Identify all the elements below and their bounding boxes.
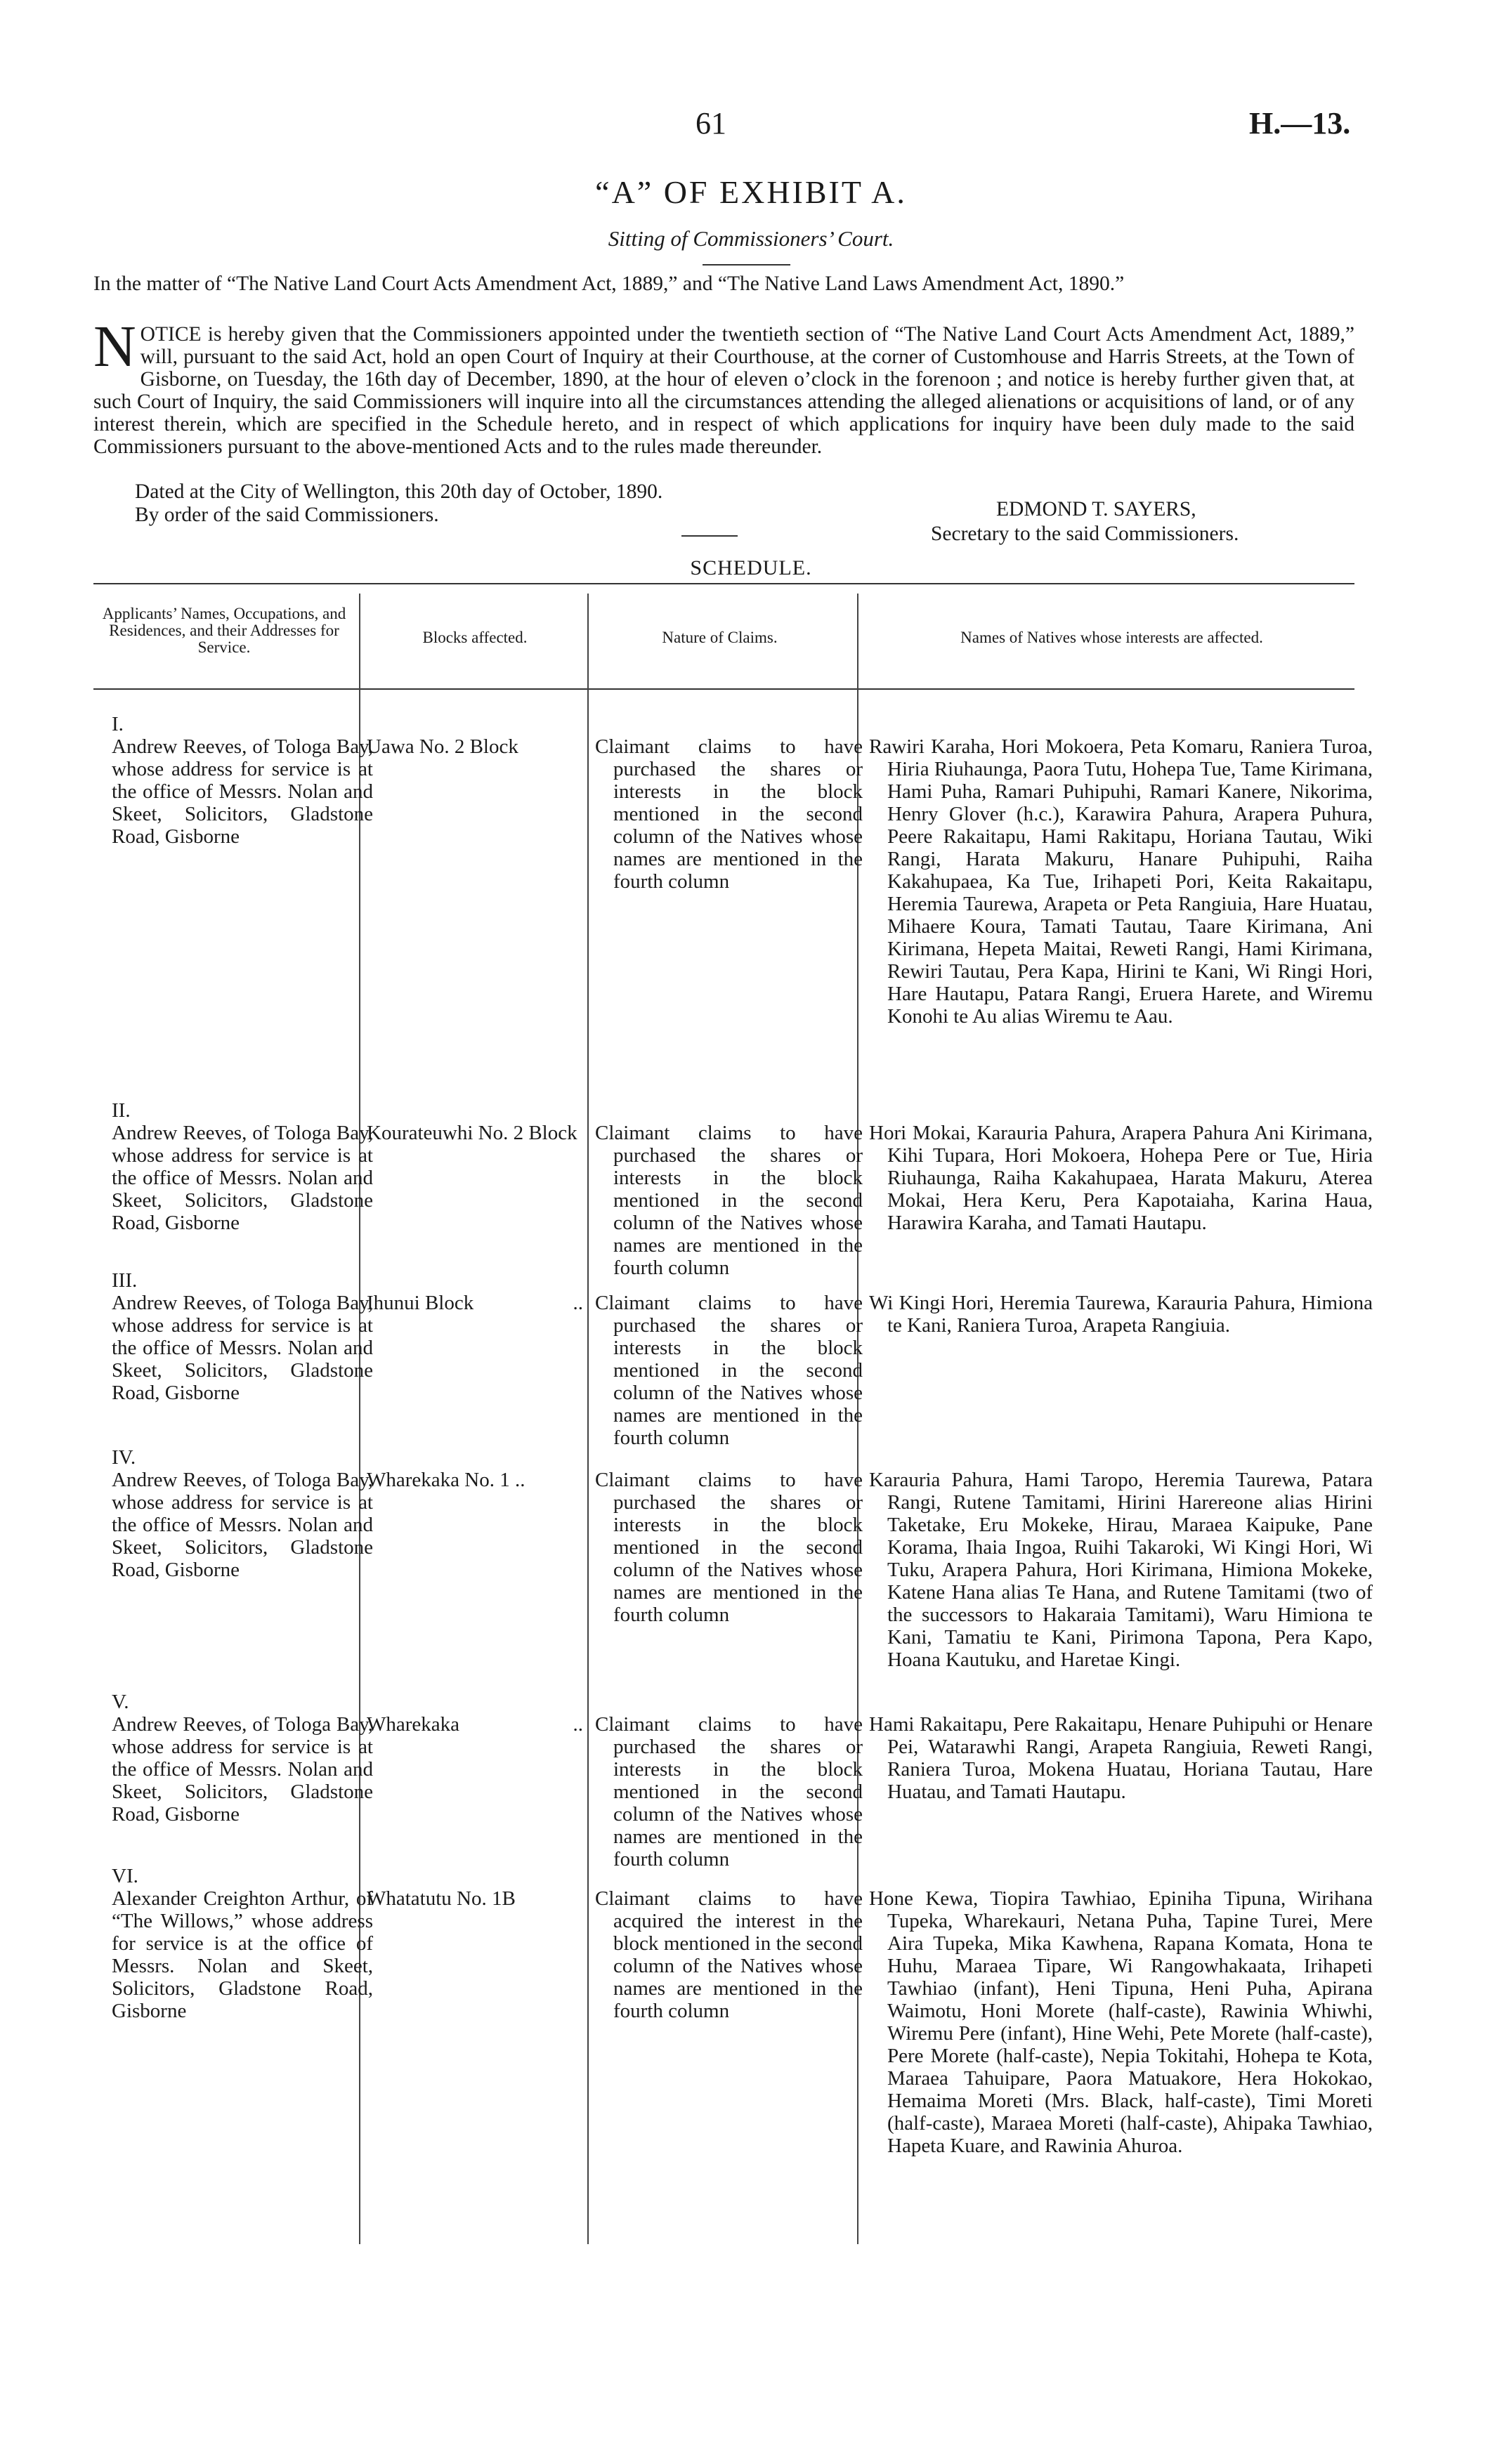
block-name: Wharekaka <box>367 1713 460 1736</box>
table-row <box>93 713 373 848</box>
signatory-name: EDMOND T. SAYERS, <box>996 498 1196 520</box>
natives-cell: Wi Kingi Hori, Heremia Taurewa, Karauria Pahura, Himiona te Kani, Raniera Turoa, Arapeta Rangiuia. <box>869 1292 1373 1337</box>
block-cell: Uawa No. 2 Block <box>367 735 518 758</box>
table-row <box>93 1269 373 1404</box>
row-numeral: IV. <box>112 1446 136 1469</box>
table-row <box>93 1446 373 1581</box>
block-cell <box>367 1713 583 1736</box>
leader-dots: .. <box>573 1713 583 1736</box>
claim-cell: Claimant claims to have purchased the shares or interests in the block mentioned in the second column of the Natives whose names are mentioned in the fourth column <box>595 1122 863 1279</box>
table-row <box>93 1691 373 1826</box>
column-header-natives: Names of Natives whose interests are affected. <box>960 629 1263 646</box>
notice-body: OTICE is hereby given that the Commissioners appointed under the twentieth section of “The Native Land Court Acts Amendment Act, 1889,” will, pursuant to the said Act, hold an open Court of Inquiry at their Courthouse, at the corner of Customhouse and Harris Streets, at the Town of Gisborne, on Tuesday, the 16th day of December, 1890, at the hour of eleven o’clock in the forenoon ; and notice is hereby further given that, at such Court of Inquiry, the said Commissioners will inquire into all the circumstances attending the alleged alienations or acquisitions of land, or of any interest therein, which are specified in the Schedule hereto, and in respect of which applications for inquiry have been duly made to the said Commissioners pursuant to the above-mentioned Acts and to the rules made thereunder. <box>93 323 1354 458</box>
claim-cell: Claimant claims to have acquired the interest in the block mentioned in the second column of the Natives whose names are mentioned in the fourth column <box>595 1887 863 2022</box>
column-header-applicants: Applicants’ Names, Occupations, and Residences, and their Addresses for Service. <box>102 605 346 656</box>
table-top-rule <box>93 583 1354 584</box>
block-cell: Wharekaka No. 1 .. <box>367 1469 525 1491</box>
row-numeral: VI. <box>112 1865 138 1887</box>
signatory-title: Secretary to the said Commissioners. <box>931 523 1239 545</box>
table-row <box>93 1865 373 2022</box>
page-subtitle: Sitting of Commissioners’ Court. <box>608 226 894 251</box>
natives-cell: Rawiri Karaha, Hori Mokoera, Peta Komaru, Raniera Turoa, Hiria Riuhaunga, Paora Tutu, Hohepa Tue, Tame Kirimana, Hami Puha, Ramari Puhipuhi, Ramari Kanere, Nikorima, Henry Glover (h.c.), Karawira Pahura, Arapera Puhura, Peere Rakaitapu, Hami Rakitapu, Horiana Tautau, Wiki Rangi, Harata Makuru, Hanare Puhipuhi, Raiha Kakahupaea, Ka Tue, Irihapeti Pori, Keita Rakaitapu, Heremia Taurewa, Arapeta or Peta Rangiuia, Hare Huatau, Mihaere Koura, Tamati Tautau, Taare Kirimana, Ani Kirimana, Hepeta Maitai, Reweti Rangi, Hami Kirimana, Rewiri Tautau, Pera Kapa, Hirini te Kani, Wi Ringi Hori, Hare Hautapu, Patara Rangi, Eruera Harete, and Wiremu Konohi te Au alias Wiremu te Aau. <box>869 735 1373 1028</box>
column-divider <box>587 594 589 2244</box>
row-numeral: V. <box>112 1691 129 1713</box>
claim-cell: Claimant claims to have purchased the shares or interests in the block mentioned in the second column of the Natives whose names are mentioned in the fourth column <box>595 1713 863 1870</box>
block-name: Ihunui Block <box>367 1292 474 1314</box>
by-order-line: By order of the said Commissioners. <box>135 504 439 526</box>
block-cell: Whatatutu No. 1B <box>367 1887 516 1910</box>
applicant-cell: Andrew Reeves, of Tologa Bay, whose address for service is at the office of Messrs. Nolan and Skeet, Solicitors, Gladstone Road, Gisborne <box>112 735 373 848</box>
row-numeral: II. <box>112 1099 131 1122</box>
row-numeral: III. <box>112 1269 138 1292</box>
leader-dots: .. <box>573 1292 583 1314</box>
signature-divider <box>681 535 738 537</box>
claim-cell: Claimant claims to have purchased the shares or interests in the block mentioned in the second column of the Natives whose names are mentioned in the fourth column <box>595 1469 863 1626</box>
applicant-cell: Andrew Reeves, of Tologa Bay, whose address for service is at the office of Messrs. Nolan and Skeet, Solicitors, Gladstone Road, Gisborne <box>112 1713 373 1826</box>
notice-paragraph <box>93 314 1354 458</box>
claim-cell: Claimant claims to have purchased the shares or interests in the block mentioned in the second column of the Natives whose names are mentioned in the fourth column <box>595 1292 863 1449</box>
document-reference: H.—13. <box>1249 106 1351 140</box>
natives-cell: Hone Kewa, Tiopira Tawhiao, Epiniha Tipuna, Wirihana Tupeka, Wharekauri, Netana Puha, Tapine Turei, Mere Aira Tupeka, Mika Kawhena, Rapana Komata, Hona te Huhu, Maraea Tipare, Wi Rangowhakaata, Irihapeti Tawhiao (infant), Heni Tipuna, Heni Puha, Apirana Waimotu, Honi Morete (half-caste), Rawinia Whiwhi, Wiremu Pere (infant), Hine Wehi, Pete Morete (half-caste), Pere Morete (half-caste), Nepia Tokitahi, Hohepa te Kota, Maraea Tahuipare, Paora Matuakore, Hera Hokokao, Hemaima Moreti (Mrs. Black, half-caste), Timi Moreti (half-caste), Maraea Moreti (half-caste), Ahipaka Tawhiao, Hapeta Kuare, and Rawinia Ahuroa. <box>869 1887 1373 2157</box>
claim-cell: Claimant claims to have purchased the shares or interests in the block mentioned in the second column of the Natives whose names are mentioned in the fourth column <box>595 735 863 893</box>
row-numeral: I. <box>112 713 124 735</box>
block-cell <box>367 1292 583 1314</box>
page-number: 61 <box>696 106 726 140</box>
title-divider <box>703 264 790 266</box>
column-header-blocks: Blocks affected. <box>422 629 528 646</box>
natives-cell: Hami Rakaitapu, Pere Rakaitapu, Henare Puhipuhi or Henare Pei, Watarawhi Rangi, Arapeta Rangiuia, Reweti Rangi, Raniera Turoa, Mokena Huatau, Horiana Tautau, Hare Huatau, and Tamati Hautapu. <box>869 1713 1373 1803</box>
dated-line: Dated at the City of Wellington, this 20th day of October, 1890. <box>135 480 663 503</box>
table-header-rule <box>93 688 1354 690</box>
applicant-cell: Alexander Creighton Arthur, of “The Willows,” whose address for service is at the office of Messrs. Nolan and Skeet, Solicitors, Gladstone Road, Gisborne <box>112 1887 373 2022</box>
applicant-cell: Andrew Reeves, of Tologa Bay, whose address for service is at the office of Messrs. Nolan and Skeet, Solicitors, Gladstone Road, Gisborne <box>112 1469 373 1581</box>
schedule-heading: SCHEDULE. <box>690 556 812 579</box>
table-row <box>93 1099 373 1234</box>
applicant-cell: Andrew Reeves, of Tologa Bay, whose address for service is at the office of Messrs. Nolan and Skeet, Solicitors, Gladstone Road, Gisborne <box>112 1292 373 1404</box>
drop-cap: N <box>93 314 136 379</box>
page-title: “A” OF EXHIBIT A. <box>595 174 907 210</box>
applicant-cell: Andrew Reeves, of Tologa Bay, whose address for service is at the office of Messrs. Nolan and Skeet, Solicitors, Gladstone Road, Gisborne <box>112 1122 373 1234</box>
block-cell: Kourateuwhi No. 2 Block <box>367 1122 577 1144</box>
matter-line: In the matter of “The Native Land Court Acts Amendment Act, 1889,” and “The Native Land Laws Amendment Act, 1890.” <box>93 273 1125 295</box>
natives-cell: Hori Mokai, Karauria Pahura, Arapera Pahura Ani Kirimana, Kihi Tupara, Hori Mokoera, Hohepa Pere or Tue, Hiria Riuhaunga, Raiha Kakahupaea, Harata Makuru, Aterea Mokai, Hera Keru, Pera Kapotaiaha, Karina Haua, Harawira Karaha, and Tamati Hautapu. <box>869 1122 1373 1234</box>
natives-cell: Karauria Pahura, Hami Taropo, Heremia Taurewa, Patara Rangi, Rutene Tamitami, Hirini Harereone alias Hirini Taketake, Eru Mokeke, Hirau, Maraea Kaipuke, Pane Korama, Ihaia Ingoa, Ruihi Takaroki, Wi Kingi Hori, Wi Tuku, Arapera Pahura, Hori Kirimana, Himiona Mokeke, Katene Hana alias Te Hana, and Rutene Tamitami (two of the successors to Hakaraia Tamitami), Waru Himiona te Kani, Tamatiu te Kani, Pirimona Tapona, Pera Kapo, Hoana Kautuku, and Haretae Kingi. <box>869 1469 1373 1671</box>
column-header-claims: Nature of Claims. <box>662 629 778 646</box>
